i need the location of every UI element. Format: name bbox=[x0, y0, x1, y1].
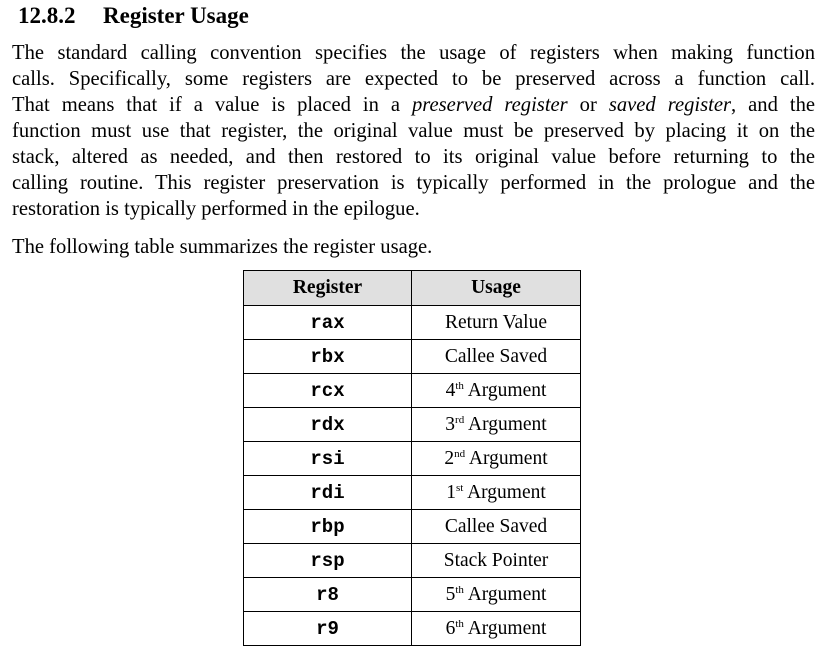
table-row bbox=[244, 544, 581, 578]
register-name: rcx bbox=[310, 379, 345, 402]
register-usage-table bbox=[243, 270, 581, 646]
register-name: r9 bbox=[316, 617, 339, 640]
ordinal-suffix: th bbox=[455, 617, 464, 630]
usage-cell bbox=[412, 510, 581, 544]
paragraph-text: calling routine. This register preservation is typically performed in the prologue and the bbox=[12, 172, 815, 194]
body-paragraph bbox=[12, 40, 815, 222]
register-cell bbox=[244, 510, 412, 544]
usage-cell bbox=[412, 340, 581, 374]
usage-text: Argument bbox=[465, 447, 548, 469]
usage-text: Argument bbox=[463, 617, 547, 639]
register-name: rsi bbox=[310, 447, 345, 470]
paragraph-text: calls. Specifically, some registers are expected to be preserved across a function call. bbox=[12, 68, 815, 90]
usage-cell bbox=[412, 442, 581, 476]
usage-text: Argument bbox=[463, 379, 547, 401]
ordinal-suffix: th bbox=[455, 379, 464, 392]
usage-text: Argument bbox=[463, 481, 546, 503]
table-row bbox=[244, 578, 581, 612]
argument-ordinal: 5 bbox=[445, 583, 456, 605]
table-row bbox=[244, 442, 581, 476]
paragraph-line bbox=[12, 196, 815, 222]
paragraph-line bbox=[12, 66, 815, 92]
register-cell bbox=[244, 476, 412, 510]
ordinal-suffix: rd bbox=[455, 413, 465, 426]
paragraph-text: function must use that register, the original value must be preserved by placing it on the bbox=[12, 120, 815, 142]
usage-cell bbox=[412, 306, 581, 340]
usage-text: Callee Saved bbox=[444, 515, 548, 537]
usage-text: Return Value bbox=[445, 311, 547, 333]
argument-ordinal: 3 bbox=[445, 413, 456, 435]
paragraph-text: The standard calling convention specifies the usage of registers when making function bbox=[12, 42, 815, 64]
register-name: rax bbox=[310, 311, 345, 334]
paragraph-line bbox=[12, 170, 815, 196]
ordinal-suffix: th bbox=[455, 583, 464, 596]
paragraph-text: , and the bbox=[731, 94, 816, 116]
table-row bbox=[244, 374, 581, 408]
section-number: 12.8.2 bbox=[18, 3, 76, 28]
register-cell bbox=[244, 442, 412, 476]
register-name: rbx bbox=[310, 345, 345, 368]
argument-ordinal: 1 bbox=[446, 481, 456, 503]
register-cell bbox=[244, 578, 412, 612]
table-header-row bbox=[244, 271, 581, 306]
usage-text: Stack Pointer bbox=[443, 549, 549, 571]
register-name: rdi bbox=[310, 481, 345, 504]
register-cell bbox=[244, 544, 412, 578]
usage-cell bbox=[412, 476, 581, 510]
usage-text: Callee Saved bbox=[444, 345, 548, 367]
register-name: rsp bbox=[310, 549, 345, 572]
table-row bbox=[244, 612, 581, 646]
usage-cell bbox=[412, 374, 581, 408]
section-title: Register Usage bbox=[103, 3, 249, 28]
argument-ordinal: 2 bbox=[444, 447, 455, 469]
register-cell bbox=[244, 374, 412, 408]
table-row bbox=[244, 340, 581, 374]
paragraph-text: or bbox=[567, 94, 609, 116]
table-row bbox=[244, 306, 581, 340]
paragraph-line bbox=[12, 92, 815, 118]
register-cell bbox=[244, 306, 412, 340]
usage-cell bbox=[412, 408, 581, 442]
register-name: rbp bbox=[310, 515, 345, 538]
paragraph-line bbox=[12, 118, 815, 144]
paragraph-text: restoration is typically performed in the epilogue. bbox=[12, 198, 420, 220]
usage-cell bbox=[412, 612, 581, 646]
register-cell bbox=[244, 340, 412, 374]
italic-term: saved register bbox=[608, 94, 731, 116]
register-cell bbox=[244, 612, 412, 646]
column-header-usage: Usage bbox=[412, 271, 581, 306]
register-cell bbox=[244, 408, 412, 442]
register-name: rdx bbox=[310, 413, 345, 436]
paragraph-text: stack, altered as needed, and then restored to its original value before returning to the bbox=[12, 146, 815, 168]
table-row bbox=[244, 408, 581, 442]
paragraph-text: That means that if a value is placed in a bbox=[12, 94, 412, 116]
ordinal-suffix: st bbox=[455, 481, 464, 494]
usage-cell bbox=[412, 578, 581, 612]
ordinal-suffix: nd bbox=[454, 447, 466, 460]
register-name: r8 bbox=[316, 583, 339, 606]
argument-ordinal: 4 bbox=[445, 379, 456, 401]
argument-ordinal: 6 bbox=[445, 617, 456, 639]
paragraph-line bbox=[12, 40, 815, 66]
table-row bbox=[244, 510, 581, 544]
section-heading bbox=[18, 1, 249, 31]
paragraph-line bbox=[12, 144, 815, 170]
column-header-register: Register bbox=[244, 271, 412, 306]
italic-term: preserved register bbox=[411, 94, 568, 116]
usage-text: Argument bbox=[463, 583, 547, 605]
table-row bbox=[244, 476, 581, 510]
usage-text: Argument bbox=[464, 413, 547, 435]
table-lead-in: The following table summarizes the register usage. bbox=[12, 236, 433, 258]
usage-cell bbox=[412, 544, 581, 578]
